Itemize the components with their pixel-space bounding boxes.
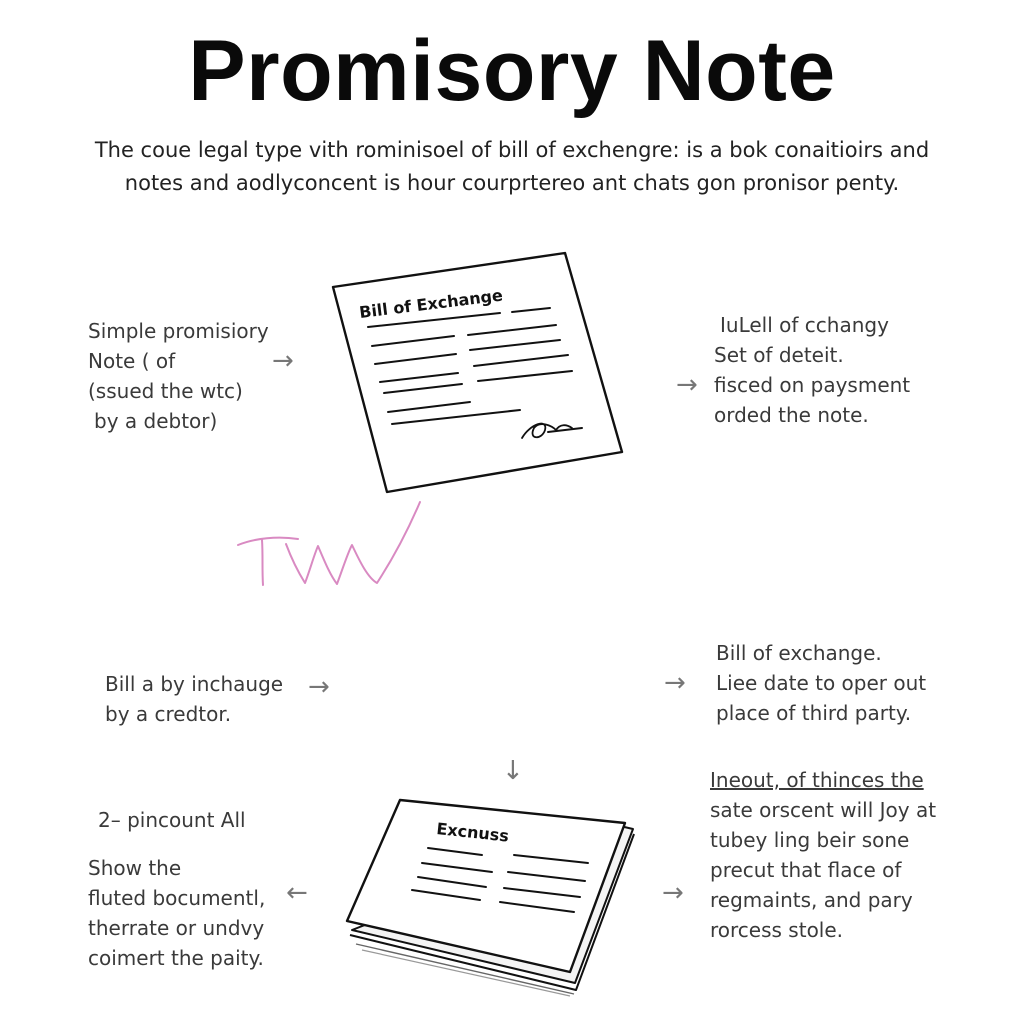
note-line: coimert the paity. [88,946,264,970]
booklet-heading: Excnuss [435,819,510,846]
note-third-party [716,638,926,728]
note-line: fluted bocumentl, [88,886,266,910]
right-arrow-icon: → [676,370,698,400]
note-line: Set of deteit. [714,343,844,367]
right-arrow-icon: → [664,668,686,698]
note-line: therrate or undvy [88,916,265,940]
note-line: by a credtor. [105,702,232,726]
bill-of-exchange-document [333,253,622,492]
note-bill-of-exchange-top [714,310,910,430]
note-line: regmaints, and pary [710,888,913,912]
note-line: rorcess stole. [710,918,844,942]
document-heading: Bill of Exchange [358,285,504,322]
note-line: by a debtor) [94,409,218,433]
note-discount-heading: 2– pincount All [98,808,246,832]
note-requirements [710,765,936,945]
left-arrow-icon: ← [286,878,308,908]
note-line: Show the [88,856,182,880]
note-line: orded the note. [714,403,869,427]
note-line: Bill of exchange. [716,641,882,665]
subtitle-line-2: notes and aodlyconcent is hour courprtereo ant chats gon pronisor penty. [124,171,900,195]
note-line: Ineout, of thinces the [710,768,924,792]
note-line: tubey ling beir sone [710,828,910,852]
right-arrow-icon: → [662,878,684,908]
right-arrow-icon: → [308,672,330,702]
note-show-document [88,853,265,973]
excnuss-document [347,800,634,996]
note-line: sate orscent will Joy at [710,798,937,822]
note-line: Simple promisiory [88,319,269,343]
subtitle-line-1: The coue legal type vith rominisoel of bill of exchengre: is a bok conaitioirs and [94,138,930,162]
note-line: fisced on paysment [714,373,911,397]
right-arrow-icon: → [272,346,294,376]
page-title: Promisory Note [188,23,836,119]
note-line: place of third party. [716,701,912,725]
note-line: IuLell of cchangy [720,313,889,337]
note-line: precut that flace of [710,858,902,882]
note-simple-promissory [88,316,269,436]
note-line: Liee date to oper out [716,671,927,695]
pink-scribble [238,502,420,585]
note-bill-by-creditor [105,669,283,729]
note-line: Bill a by inchauge [105,672,284,696]
down-arrow-icon: ↓ [502,756,524,786]
note-line: (ssued the wtc) [88,379,243,403]
note-line: Note ( of [88,349,176,373]
